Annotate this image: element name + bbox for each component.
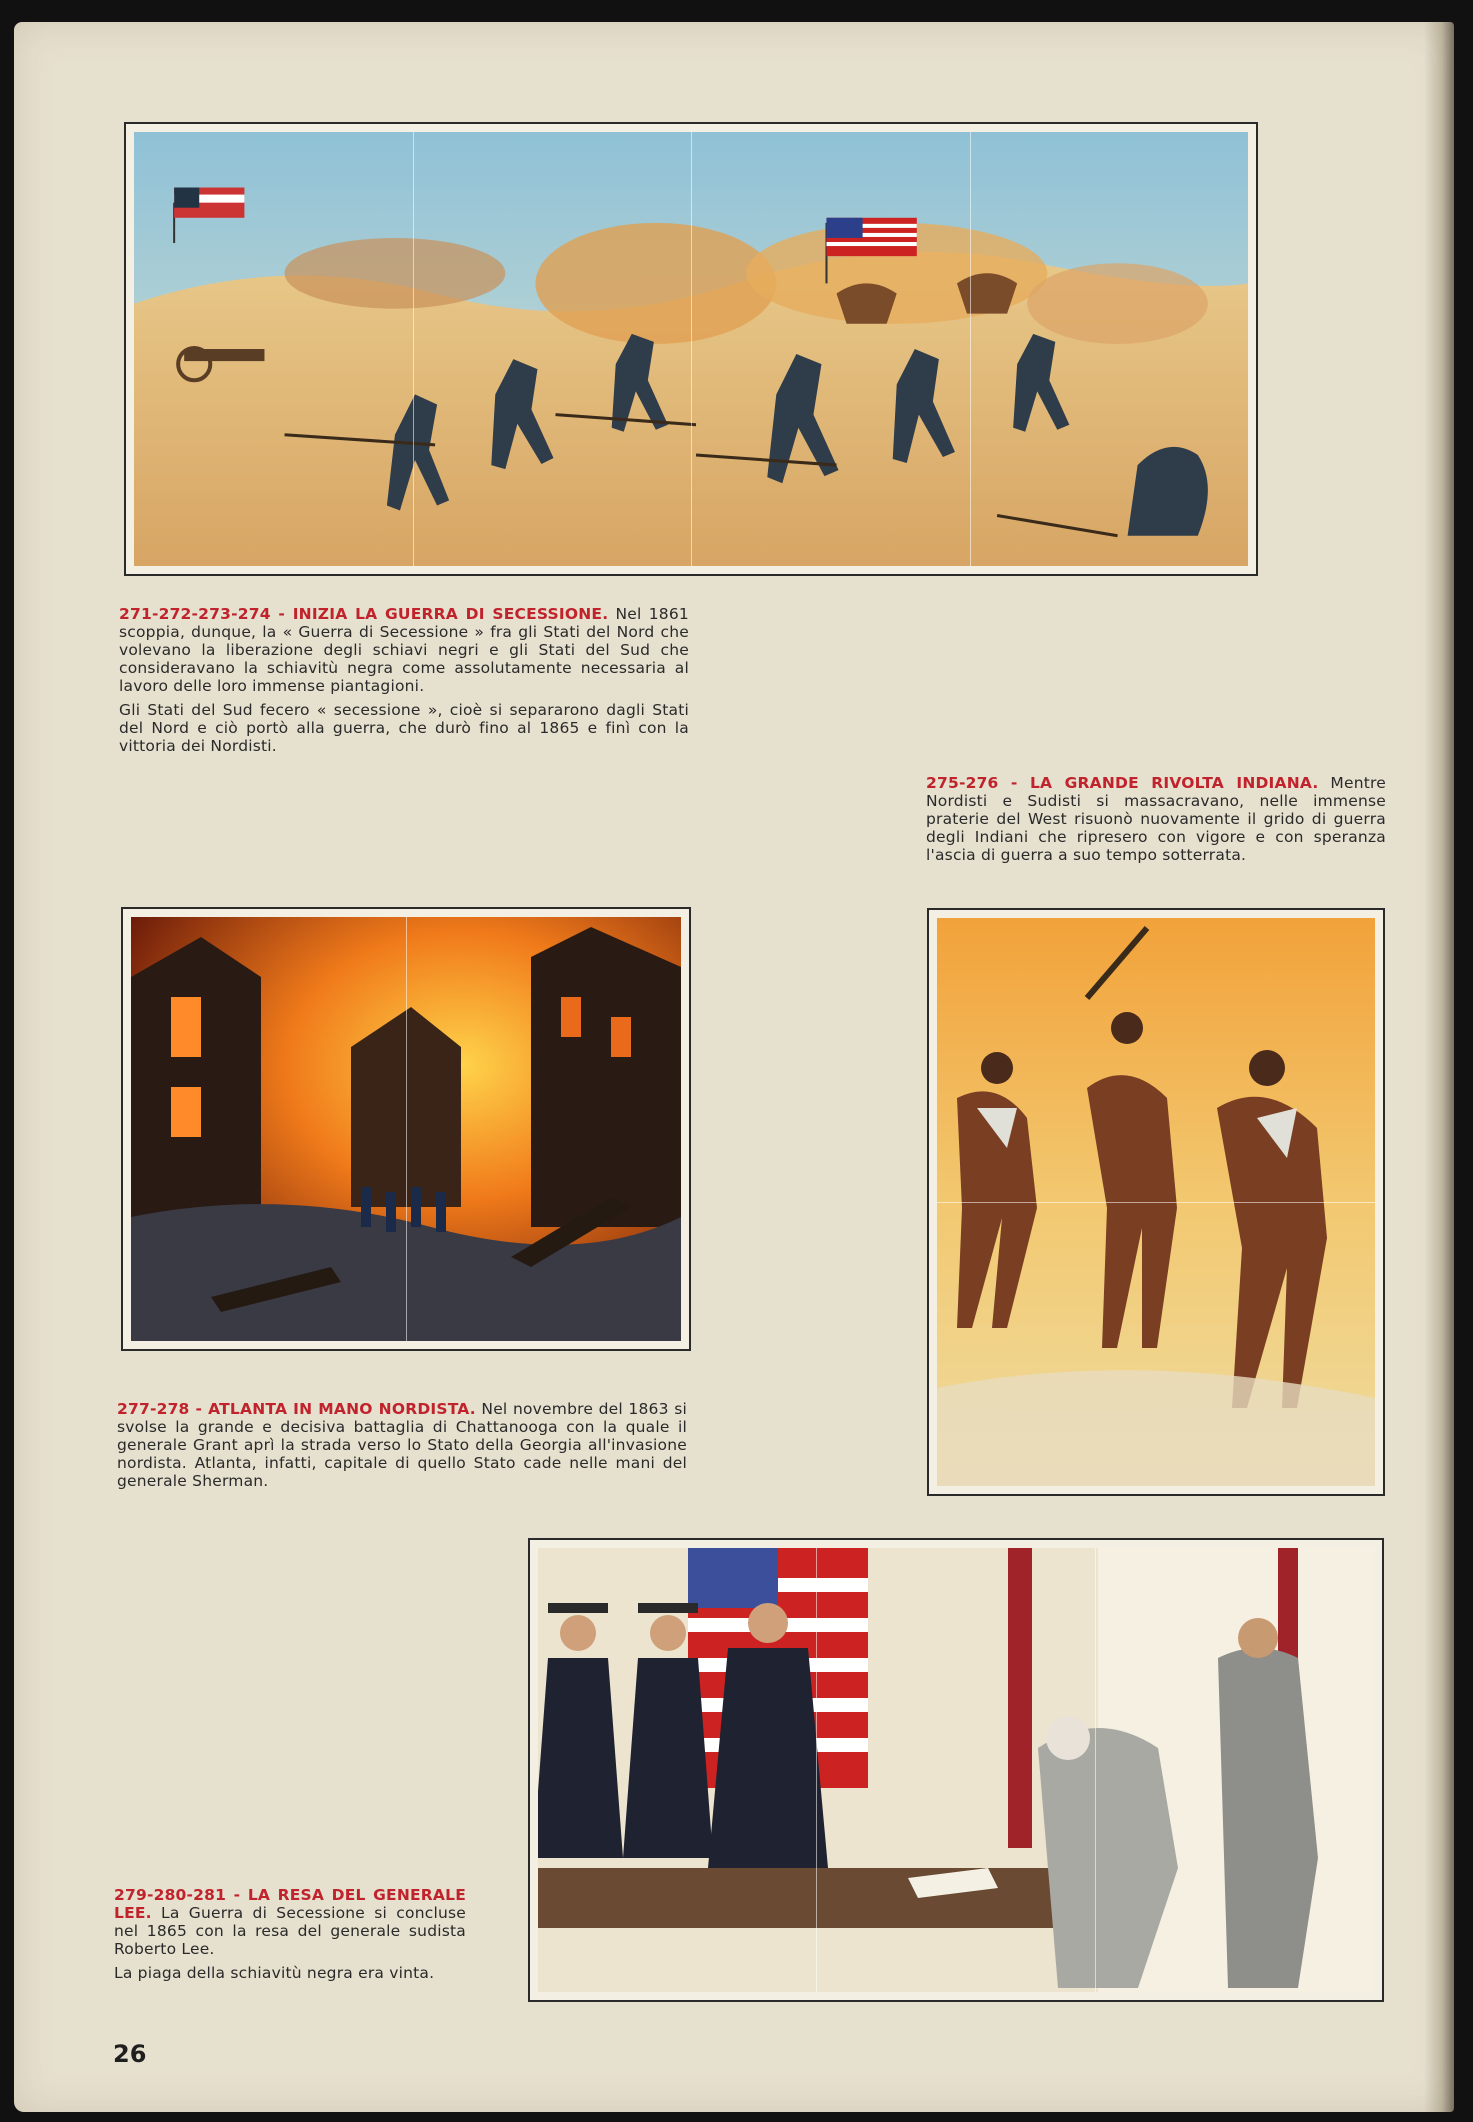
sticker-frame-atlanta [121,907,691,1351]
caption-text: Gli Stati del Sud fecero « secessione », cioè si separarono dagli Stati del Nord e ciò portò alla guerra, che durò fino al 1865 e finì con la vittoria dei Nordisti. [119,701,689,755]
caption-text: Nel 1861 scoppia, dunque, la « Guerra di Secessione » fra gli Stati del Nord che volevano la liberazione degli schiavi negri e gli Stati del Sud che consideravano la schiavitù negra come assolutamente necessaria al lavoro delle loro immense piantagioni. [119,605,689,695]
sticker-frame-lee-surrender [528,1538,1384,2002]
caption-secession [119,605,689,761]
burning-city-illustration [131,917,681,1341]
page-number: 26 [113,2040,147,2068]
sticker-seam [691,132,692,566]
caption-text: Nel novembre del 1863 si svolse la grande e decisiva battaglia di Chattanooga con la quale il generale Grant aprì la strada verso lo Stato della Georgia all'invasione nordista. Atlanta, infatti, capitale di quello Stato cade nelle mani del generale Sherman. [117,1400,687,1490]
caption-heading: 277-278 - ATLANTA IN MANO NORDISTA. [117,1400,476,1418]
caption-text: Mentre Nordisti e Sudisti si massacravano, nelle immense praterie del West risuonò nuovamente il grido di guerra degli Indiani che ripresero con vigore e con speranza l'ascia di guerra a suo tempo sotterrata. [926,774,1386,864]
caption-text: La piaga della schiavitù negra era vinta. [114,1964,435,1982]
caption-heading: 275-276 - LA GRANDE RIVOLTA INDIANA. [926,774,1319,792]
page-gutter-shadow [1424,22,1454,2112]
sticker-frame-indian-revolt [927,908,1385,1496]
sticker-seam [1095,1548,1096,1992]
caption-indian-revolt [926,774,1386,870]
sticker-seam [413,132,414,566]
caption-heading: 279-280-281 - LA RESA DEL GENERALE LEE. [114,1886,466,1922]
caption-atlanta [117,1400,687,1496]
sticker-frame-battle [124,122,1258,576]
sticker-seam [970,132,971,566]
caption-lee-surrender [114,1886,466,1988]
sticker-seam [937,1202,1375,1203]
caption-text: La Guerra di Secessione si concluse nel 1865 con la resa del generale sudista Roberto Lee. [114,1904,466,1958]
surrender-illustration [538,1548,1374,1992]
album-page [14,22,1454,2112]
battle-illustration [134,132,1248,566]
indian-riders-illustration [937,918,1375,1486]
sticker-seam [816,1548,817,1992]
sticker-seam [406,917,407,1341]
caption-heading: 271-272-273-274 - INIZIA LA GUERRA DI SECESSIONE. [119,605,609,623]
